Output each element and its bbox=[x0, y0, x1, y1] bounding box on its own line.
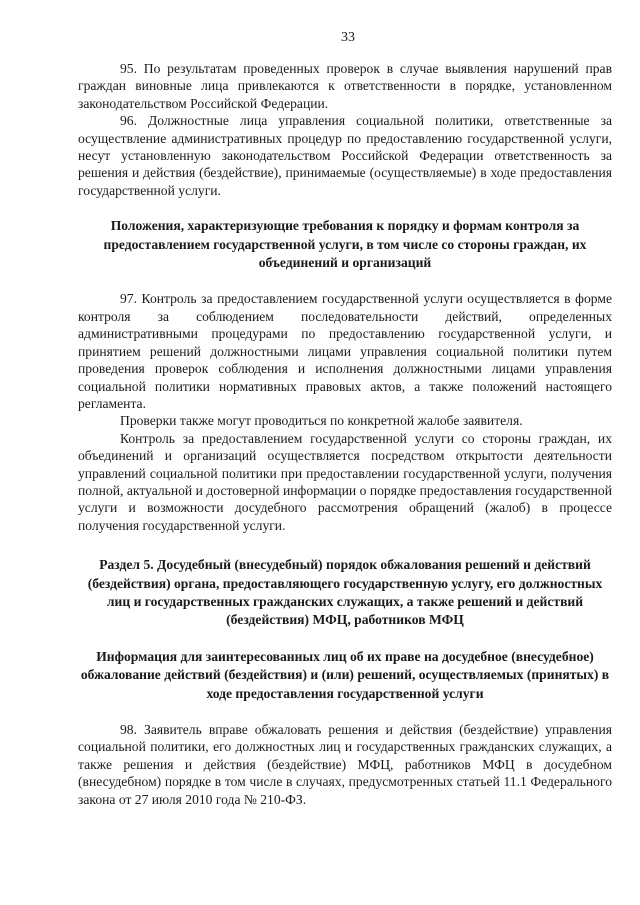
section-heading-5: Раздел 5. Досудебный (внесудебный) порядок обжалования решений и действий (бездействия) органа, предоставляющего государственную услугу, его должностных лиц и государственных гражданских служащих, а также решений и действий (бездействия) МФЦ, работников МФЦ bbox=[87, 557, 603, 628]
paragraph-inspections: Проверки также могут проводиться по конкретной жалобе заявителя. bbox=[120, 413, 523, 429]
paragraph-public-control: Контроль за предоставлением государственной услуги со стороны граждан, их объединений и организаций осуществляется посредством открытости деятельности управлений социальной политики при предоставлении государственной услуги, получения полной, актуальной и достоверной информации о порядке предоставления государственной услуги и возможности досудебного рассмотрения обращений (жалоб) в процессе получения государственной услуги. bbox=[78, 430, 612, 533]
document-page bbox=[78, 30, 612, 808]
subsection-heading-appeal-info: Информация для заинтересованных лиц об их праве на досудебное (внесудебное) обжалование действий (бездействия) и (или) решений, осуществляемых (принятых) в ходе предоставления государственной услуги bbox=[80, 648, 610, 701]
section-heading-control: Положения, характеризующие требования к порядку и формам контроля за предоставлением государственной услуги, в том числе со стороны граждан, их объединений и организаций bbox=[103, 218, 587, 271]
page-number: 33 bbox=[341, 30, 355, 45]
paragraph-98: 98. Заявитель вправе обжаловать решения и действия (бездействие) управления социальной политики, его должностных лиц и государственных гражданских служащих, а также решения и действия (бездействие) МФЦ, работников МФЦ в досудебном (внесудебном) порядке в том числе в случаях, предусмотренных статьей 11.1 Федерального закона от 27 июля 2010 года № 210-ФЗ. bbox=[78, 722, 612, 807]
paragraph-96: 96. Должностные лица управления социальной политики, ответственные за осуществление административных процедур по предоставлению государственной услуги, несут установленную законодательством Российской Федерации ответственность за решения и действия (бездействие), принимаемые (осуществляемые) в ходе предоставления государственной услуги. bbox=[78, 113, 612, 198]
paragraph-97: 97. Контроль за предоставлением государственной услуги осуществляется в форме контроля за соблюдением последовательности действий, определенных административными процедурами по предоставлению государственной услуги, и принятием решений должностными лицами управления социальной политики путем проведения проверок соблюдения и исполнения должностными лицами управления социальной политики нормативных правовых актов, а также положений настоящего регламента. bbox=[78, 291, 612, 411]
paragraph-95: 95. По результатам проведенных проверок в случае выявления нарушений прав граждан виновные лица привлекаются к ответственности в порядке, установленном законодательством Российской Федерации. bbox=[78, 61, 612, 111]
